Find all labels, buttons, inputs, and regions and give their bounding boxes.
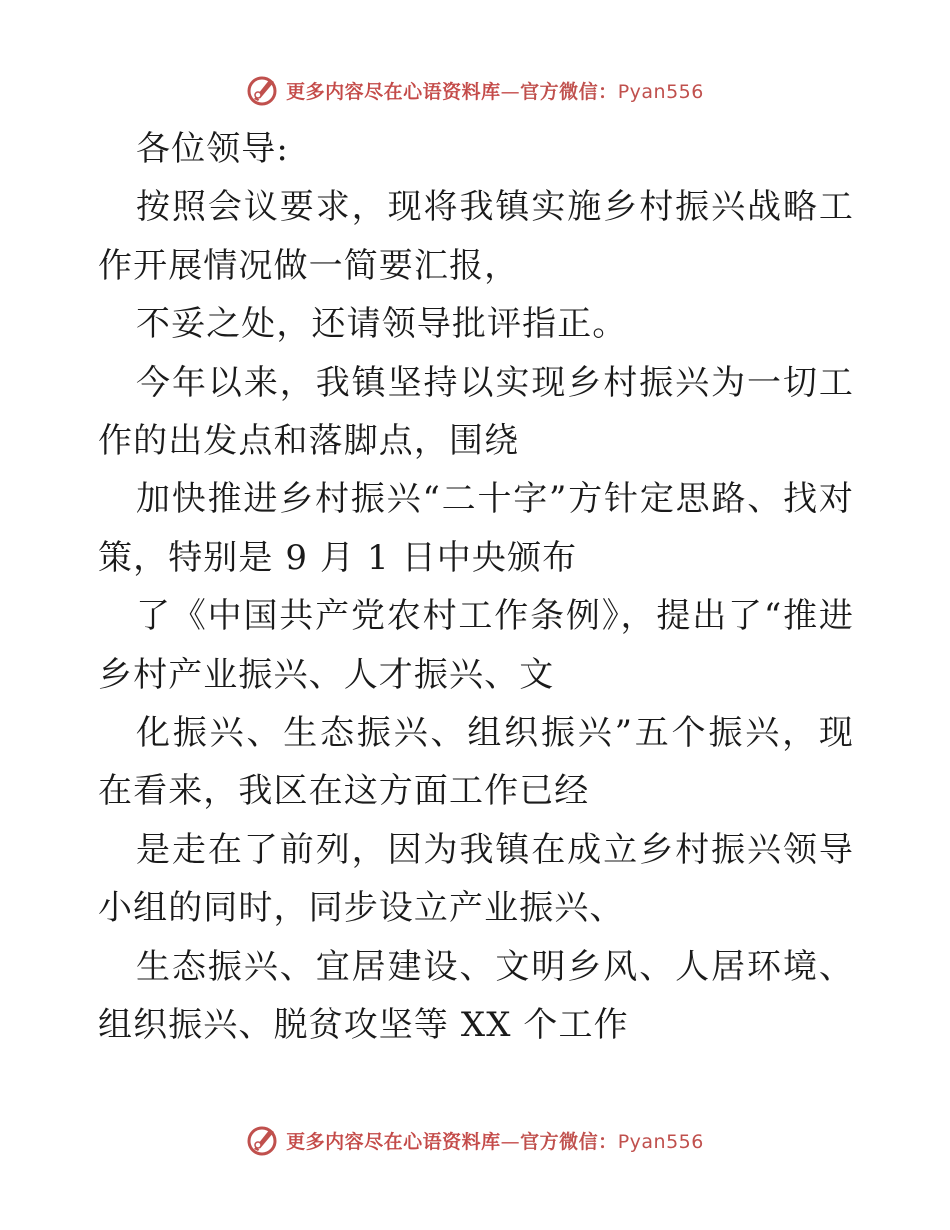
banner-text [286,1127,704,1154]
banner-wechat-id: Pyan556 [617,1130,704,1153]
paragraph-salutation: 各位领导: [136,129,289,169]
quill-pen-circle-icon [246,1123,280,1157]
paragraph: 是走在了前列，因为我镇在成立乡村振兴领导小组的同时，同步设立产业振兴、 [98,829,854,929]
banner-text [286,77,704,104]
banner-separator: — [500,1130,521,1153]
quill-pen-circle-icon [246,73,280,107]
banner-wechat-label: 官方微信： [520,80,618,103]
banner-site-text: 更多内容尽在心语资料库 [286,80,501,103]
banner-site-text: 更多内容尽在心语资料库 [286,1130,501,1153]
header-banner [0,70,950,110]
footer-banner [0,1120,950,1160]
paragraph: 了《中国共产党农村工作条例》，提出了“推进乡村产业振兴、人才振兴、文 [98,596,854,695]
paragraph: 加快推进乡村振兴“二十字”方针定思路、找对策，特别是 9 月 1 日中央颁布 [98,479,854,578]
paragraph: 今年以来，我镇坚持以实现乡村振兴为一切工作的出发点和落脚点，围绕 [98,362,854,462]
paragraph: 化振兴、生态振兴、组织振兴”五个振兴，现在看来，我区在这方面工作已经 [98,713,854,812]
banner-wechat-id: Pyan556 [617,80,704,103]
banner-separator: — [500,80,521,103]
paragraph: 生态振兴、宜居建设、文明乡风、人居环境、组织振兴、脱贫攻坚等 XX 个工作 [98,946,854,1046]
paragraph: 不妥之处，还请领导批评指正。 [136,304,628,345]
document-body [98,120,854,1055]
paragraph: 按照会议要求，现将我镇实施乡村振兴战略工作开展情况做一简要汇报， [98,187,854,286]
banner-wechat-label: 官方微信： [520,1130,618,1153]
